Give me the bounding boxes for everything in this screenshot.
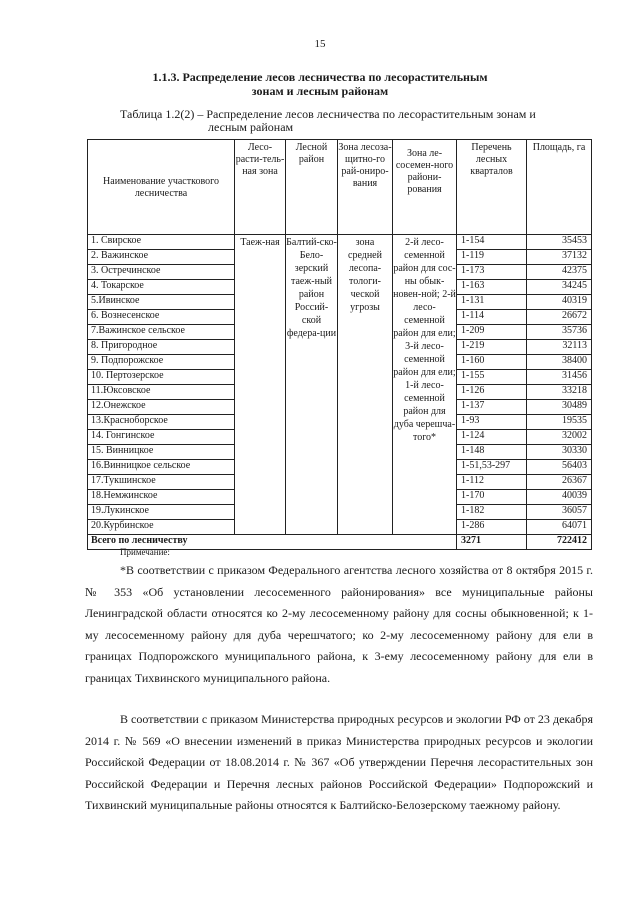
forestry-name: 8. Пригородное — [88, 340, 235, 355]
quarters-range: 1-154 — [457, 235, 527, 250]
area-value: 64071 — [527, 520, 592, 535]
quarters-range: 1-114 — [457, 310, 527, 325]
area-value: 42375 — [527, 265, 592, 280]
area-value: 33218 — [527, 385, 592, 400]
area-value: 35453 — [527, 235, 592, 250]
merged-seed-zone: 2-й лесо-семенной район для сос-ны обык-новен-ной; 2-й лесо-семенной район для ели; 3-й лесо-семенной район для ели; 1-й лесо-семенной район для дуба черешча-того* — [393, 235, 457, 535]
section-heading-line1: 1.1.3. Распределение лесов лесничества по лесорастительным — [152, 70, 488, 84]
quarters-range: 1-137 — [457, 400, 527, 415]
header-name: Наименование участкового лесничества — [88, 140, 235, 235]
quarters-range: 1-119 — [457, 250, 527, 265]
page-number: 15 — [314, 38, 326, 50]
quarters-range: 1-170 — [457, 490, 527, 505]
section-heading-line2: зонам и лесным районам — [251, 84, 389, 98]
forestry-name: 7.Важинское сельское — [88, 325, 235, 340]
forest-distribution-table — [87, 139, 592, 550]
forestry-name: 10. Пертозерское — [88, 370, 235, 385]
quarters-range: 1-182 — [457, 505, 527, 520]
area-value: 38400 — [527, 355, 592, 370]
area-value: 40039 — [527, 490, 592, 505]
table-caption-line1: Таблица 1.2(2) – Распределение лесов лесничества по лесорастительным зонам и — [120, 107, 536, 121]
order-paragraph: В соответствии с приказом Министерства природных ресурсов и экологии РФ от 23 декабря 2014 г. № 569 «О внесении изменений в приказ Министерства природных ресурсов и экологии Российской Федерации от 18.08.2014 г. № 367 «Об утверждении Перечня лесорастительных зон Российской Федерации и Перечня лесных районов Российской Федерации» Подпорожский и Тихвинский муниципальные районы относятся к Балтийско-Белозерскому таежному району. — [85, 712, 593, 813]
table-row — [88, 235, 592, 250]
forestry-name: 20.Курбинское — [88, 520, 235, 535]
area-value: 37132 — [527, 250, 592, 265]
area-value: 32002 — [527, 430, 592, 445]
area-value: 34245 — [527, 280, 592, 295]
area-value: 36057 — [527, 505, 592, 520]
area-value: 40319 — [527, 295, 592, 310]
quarters-range: 1-173 — [457, 265, 527, 280]
area-value: 35736 — [527, 325, 592, 340]
forestry-name: 11.Юксовское — [88, 385, 235, 400]
forestry-name: 15. Винницкое — [88, 445, 235, 460]
merged-protection-zone: зона средней лесопа-тологи-ческой угрозы — [338, 235, 393, 535]
quarters-range: 1-219 — [457, 340, 527, 355]
quarters-range: 1-93 — [457, 415, 527, 430]
forestry-name: 12.Онежское — [88, 400, 235, 415]
area-value: 26672 — [527, 310, 592, 325]
header-zone: Лесо-расти-тель-ная зона — [235, 140, 286, 235]
total-area: 722412 — [527, 535, 592, 550]
forestry-name: 18.Немжинское — [88, 490, 235, 505]
area-value: 32113 — [527, 340, 592, 355]
quarters-range: 1-286 — [457, 520, 527, 535]
section-heading — [0, 70, 640, 98]
forestry-name: 14. Гонгинское — [88, 430, 235, 445]
forestry-name: 9. Подпорожское — [88, 355, 235, 370]
table-caption-line2: лесным районам — [208, 120, 294, 134]
merged-region: Балтий-ско-Бело-зерский таеж-ный район Россий-ской федера-ции — [286, 235, 338, 535]
quarters-range: 1-124 — [457, 430, 527, 445]
quarters-range: 1-155 — [457, 370, 527, 385]
forestry-name: 17.Тукшинское — [88, 475, 235, 490]
forestry-name: 19.Лукинское — [88, 505, 235, 520]
quarters-range: 1-160 — [457, 355, 527, 370]
area-value: 31456 — [527, 370, 592, 385]
forestry-name: 13.Красноборское — [88, 415, 235, 430]
header-quarters: Перечень лесных кварталов — [457, 140, 527, 235]
note-label: Примечание: — [120, 547, 170, 557]
quarters-range: 1-209 — [457, 325, 527, 340]
area-value: 56403 — [527, 460, 592, 475]
table-caption — [120, 108, 590, 134]
header-area: Площадь, га — [527, 140, 592, 235]
forestry-name: 3. Остречинское — [88, 265, 235, 280]
area-value: 30330 — [527, 445, 592, 460]
quarters-range: 1-112 — [457, 475, 527, 490]
forestry-name: 2. Важинское — [88, 250, 235, 265]
total-label: Всего по лесничеству — [88, 535, 457, 550]
forestry-name: 6. Вознесенское — [88, 310, 235, 325]
header-protection-zone: Зона лесоза-щитно-го рай-ониро-вания — [338, 140, 393, 235]
note-paragraph: *В соответствии с приказом Федерального агентства лесного хозяйства от 8 октября 2015 г. № 353 «Об установлении лесосеменного районирования» все муниципальные районы Ленинградской области относятся ко 2-му лесосеменному району для сосны обыкновенной; к 1-му лесосеменному району для дуба черешчатого; ко 2-му лесосеменному району для ели в границах Подпорожского муниципального района, к 3-ему лесосеменному району для ели в границах Тихвинского муниципального района. — [85, 563, 593, 685]
quarters-range: 1-126 — [457, 385, 527, 400]
area-value: 26367 — [527, 475, 592, 490]
area-value: 30489 — [527, 400, 592, 415]
area-value: 19535 — [527, 415, 592, 430]
quarters-range: 1-131 — [457, 295, 527, 310]
forestry-name: 5.Ивинское — [88, 295, 235, 310]
forestry-name: 16.Винницкое сельское — [88, 460, 235, 475]
merged-zone: Таеж-ная — [235, 235, 286, 535]
quarters-range: 1-163 — [457, 280, 527, 295]
quarters-range: 1-148 — [457, 445, 527, 460]
header-seed-zone: Зона ле-сосемен-ного райони-рования — [393, 140, 457, 235]
forestry-name: 1. Свирское — [88, 235, 235, 250]
header-region: Лесной район — [286, 140, 338, 235]
forestry-name: 4. Токарское — [88, 280, 235, 295]
quarters-range: 1-51,53-297 — [457, 460, 527, 475]
total-quarters: 3271 — [457, 535, 527, 550]
